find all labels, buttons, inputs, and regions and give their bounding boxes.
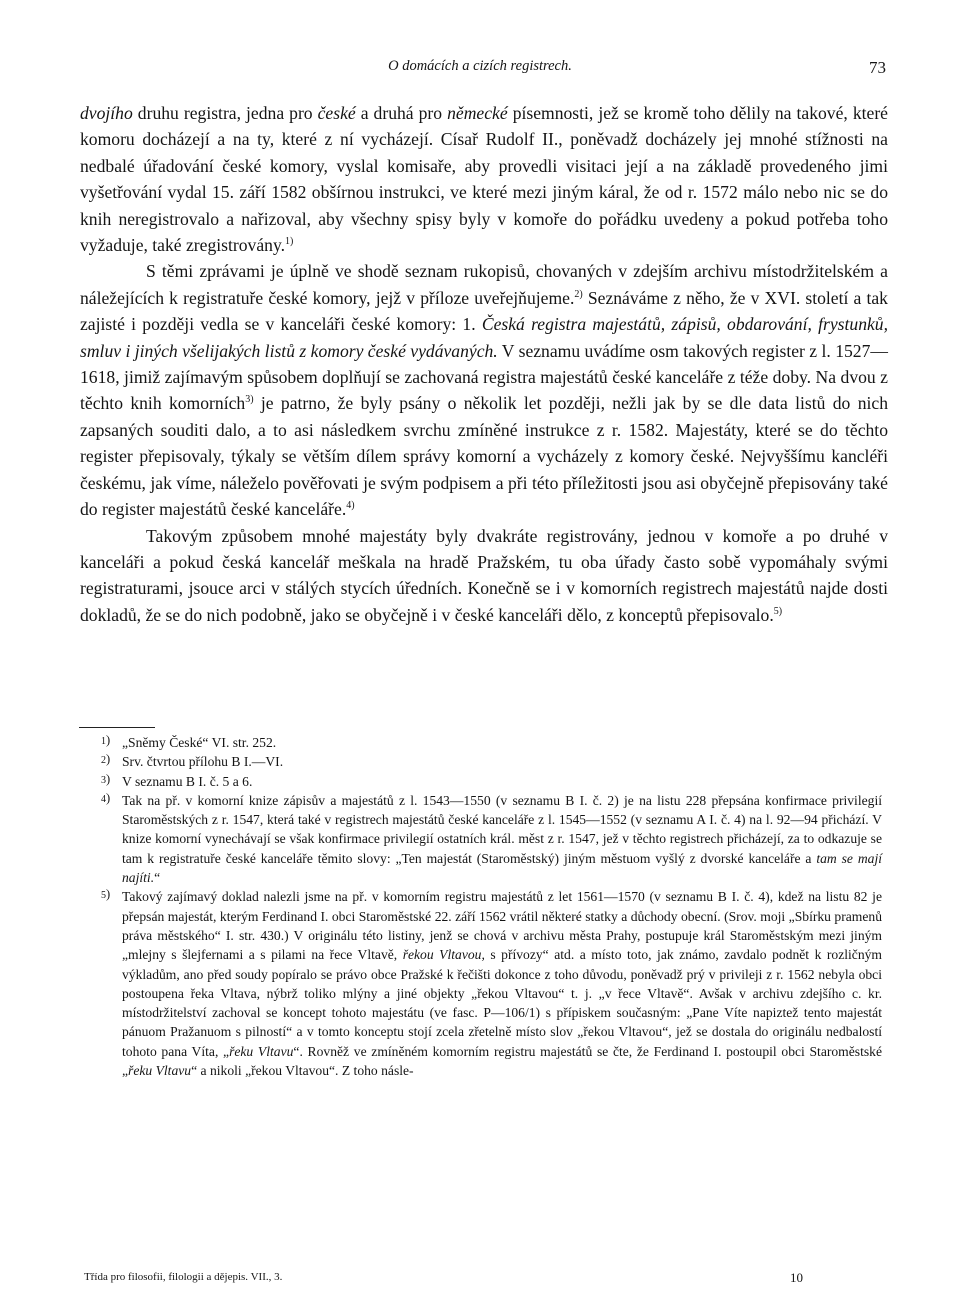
footnote-3 [101, 771, 882, 791]
footnote-2 [101, 752, 882, 771]
footnote-text: řeku Vltavu [229, 1043, 294, 1059]
text-span: Takovým způsobem mnohé majestáty byly dvakráte registrovány, jednou v komoře a po druhé v kanceláři a pokud česká kancelář meškala na hradě Pražském, tu oba úřady často sobě vypomáhaly svými registraturami, jsouce arci v stálých stycích úředních. Konečně se i v komorních registrech majestátů najde dosti dokladů, že se do nich podobně, jako se obyčejně i v české kanceláři dělo, z konceptů přepisovalo. [80, 525, 888, 625]
footnote-text: s přívozy“ atd. a místo toto, jak známo, zavdalo podnět k rozličným výkladům, ano před soudy popíralo se právo obce Pražské k řečišti dokonce z toho důvodu, poněvadž prý v privileji z r. 1562 nebyla obci postoupena řeka Vltava, nýbrž toliko mlýny a jiné objekty „řekou Vltavou“ t. j. „v řece Vltavě“. Avšak v archivu zdejšího c. kr. místodržitelství zachoval se koncept tohoto majestátu (ve fasc. P—106/1) s přípiskem současným: „Pane Víte napiztež tento majestát pánuom Pražanuom s pilností“ a v tomto konceptu stojí zcela zřetelně místo slov „řekou Vltavou“, jež se dostala do originálu nedbalostí tohoto pana Víta, „ [122, 947, 882, 1059]
text-span: je patrno, že byly psány o několik let později, nežli jak by se dle data listů do nich zapsaných souditi dalo, a to asi následkem svrchu zmíněné instrukce z r. 1582. Majestáty, které se do těchto register přepisovaly, týkaly se větším dílem správy komorní a vycházely z komory české. Nejvyššímu kancléři českému, jak víme, náleželo pověřovati je svým podpisem a při této příležitosti jsou asi obyčejně přepisovány také do register majestátů české kanceláře. [80, 393, 888, 520]
footnote-text: tam se mají najíti. [122, 850, 882, 886]
paragraph-1 [80, 100, 888, 258]
text-span: Česká registra majestátů, zápisů, obdarování, frystunků, smluv i jiných všelijakých listů z komory české vydávaných. [80, 314, 888, 361]
text-span: české [317, 103, 356, 123]
footnote-reference[interactable]: 2) [574, 288, 583, 300]
footnote-mark: 3) [101, 771, 111, 786]
signature-mark: 10 [790, 1270, 803, 1285]
footnote-mark: 1) [101, 733, 111, 747]
text-span: Seznáváme z něho, že v XVI. století a tak zajisté i později vedla se v kanceláři české komory: 1. [80, 287, 888, 335]
text-span: a druhá pro [355, 103, 448, 123]
text-span: písemnosti, jež se kromě toho dělily na takové, které komoru docházejí a na ty, které z ní vycházejí. Císař Rudolf II., poněvadž docházely jej mnohé stížnosti na nedbalé úřadování české komory, vyslal komisaře, aby provedli visitaci její a na základě provedeného jimi vyšetřování vydal 15. září 1582 obšírnou instrukci, ve které mezi jiným káral, že od r. 1572 málo nebo nic se do knih neregistrovalo a nařizoval, aby všechny spisy byly v komoře do pořádku uvedeny a pokud potřeba toho vyžaduje, také zregistrovány. [80, 103, 888, 256]
footnote-text: “ a nikoli „řekou Vltavou“. Z toho násle- [191, 1063, 414, 1079]
page-number: 73 [869, 58, 886, 77]
footnote-text: Tak na př. v komorní knize zápisův a majestátů z l. 1543—1550 (v seznamu B I. č. 2) je na listu 228 přepsána konfirmace privilegií Staroměstských z r. 1547, která také v registrech majestátů české kanceláře z l. 1545—1552 (v seznamu A I. č. 4) na l. 92—94 přichází. V knize komorní vynechávají se však konfirmace privilegií ostatních král. měst z r. 1547, jež v těchto registrech přicházejí, za to odkazuje se tam k registratuře české kanceláře těmito slovy: „Ten majestát (Staroměstský) jiným městuom vyšlý z dvorské kanceláře a [122, 792, 882, 866]
text-span: S těmi zprávami je úplně ve shodě seznam rukopisů, chovaných v zdejším archivu místodržitelském a náležejících k registratuře české komory, jejž v příloze uveřejňujeme. [80, 261, 888, 308]
footnote-4 [101, 790, 882, 887]
footnote-text: řeku Vltavu [128, 1063, 192, 1079]
footnote-number: 2 [101, 755, 106, 767]
text-span: druhu registra, jedna pro [132, 103, 318, 123]
paragraph-2 [80, 258, 888, 522]
footnote-reference[interactable]: 3) [245, 394, 254, 406]
footnote-reference[interactable]: 4) [346, 500, 355, 512]
text-span: dvojího [80, 103, 133, 123]
footnote-1 [101, 733, 882, 752]
body-text [80, 100, 888, 628]
footnote-text: V seznamu B I. č. 5 a 6. [122, 773, 253, 789]
footnote-number: 5 [101, 890, 106, 902]
footnote-mark: 2) [101, 752, 111, 767]
footer-imprint: Třída pro filosofii, filologii a dějepis. VII., 3. [84, 1271, 283, 1283]
footnote-text: řekou Vltavou, [402, 947, 485, 963]
footnote-reference[interactable]: 5) [773, 605, 783, 617]
footnote-text: Takový zajímavý doklad nalezli jsme na př. v komorním registru majestátů z let 1561—1570 (v seznamu B I. č. 4), kdež na listu 82 je přepsán majestát, kterým Ferdinand I. obci Staroměstské 22. září 1562 vrátil některé statky a důchody obecní. (Srov. moji „Sbírku pramenů práva městského“ I. str. 430.) V originálu této listiny, jenž se chová v archivu města Prahy, postupuje král Staroměstským mezi jiným „mlejny s šlejfernami a s pilami na řece Vltavě, [122, 889, 882, 963]
footnote-text: Srv. čtvrtou přílohu B I.—VI. [122, 754, 284, 770]
footnote-reference[interactable]: 1) [285, 236, 294, 248]
footnote-5 [101, 887, 882, 1080]
footnote-number: 3 [101, 774, 106, 786]
footnote-text: “ [154, 870, 161, 886]
running-title: O domácích a cizích registrech. [388, 58, 572, 74]
text-span: V seznamu uvádíme osm takových register z l. 1527—1618, jimiž zajímavým spůsobem doplňují se zachovaná registra majestátů české kanceláře z téže doby. Na dvou z těchto knih komorních [80, 340, 888, 414]
paragraph-3 [80, 523, 888, 629]
footnote-number: 1 [101, 736, 106, 747]
footnotes [101, 733, 882, 1080]
text-span: německé [447, 103, 508, 123]
footnote-mark: 5) [101, 887, 111, 902]
footnote-divider [79, 727, 155, 728]
footnote-text: „Sněmy České“ VI. str. 252. [122, 735, 277, 750]
footnote-mark: 4) [101, 790, 111, 805]
footnote-number: 4 [101, 793, 106, 805]
footnote-text: “. Rovněž ve zmíněném komorním registru majestátů se čte, že Ferdinand I. postoupil obci Staroměstské „ [122, 1043, 882, 1079]
